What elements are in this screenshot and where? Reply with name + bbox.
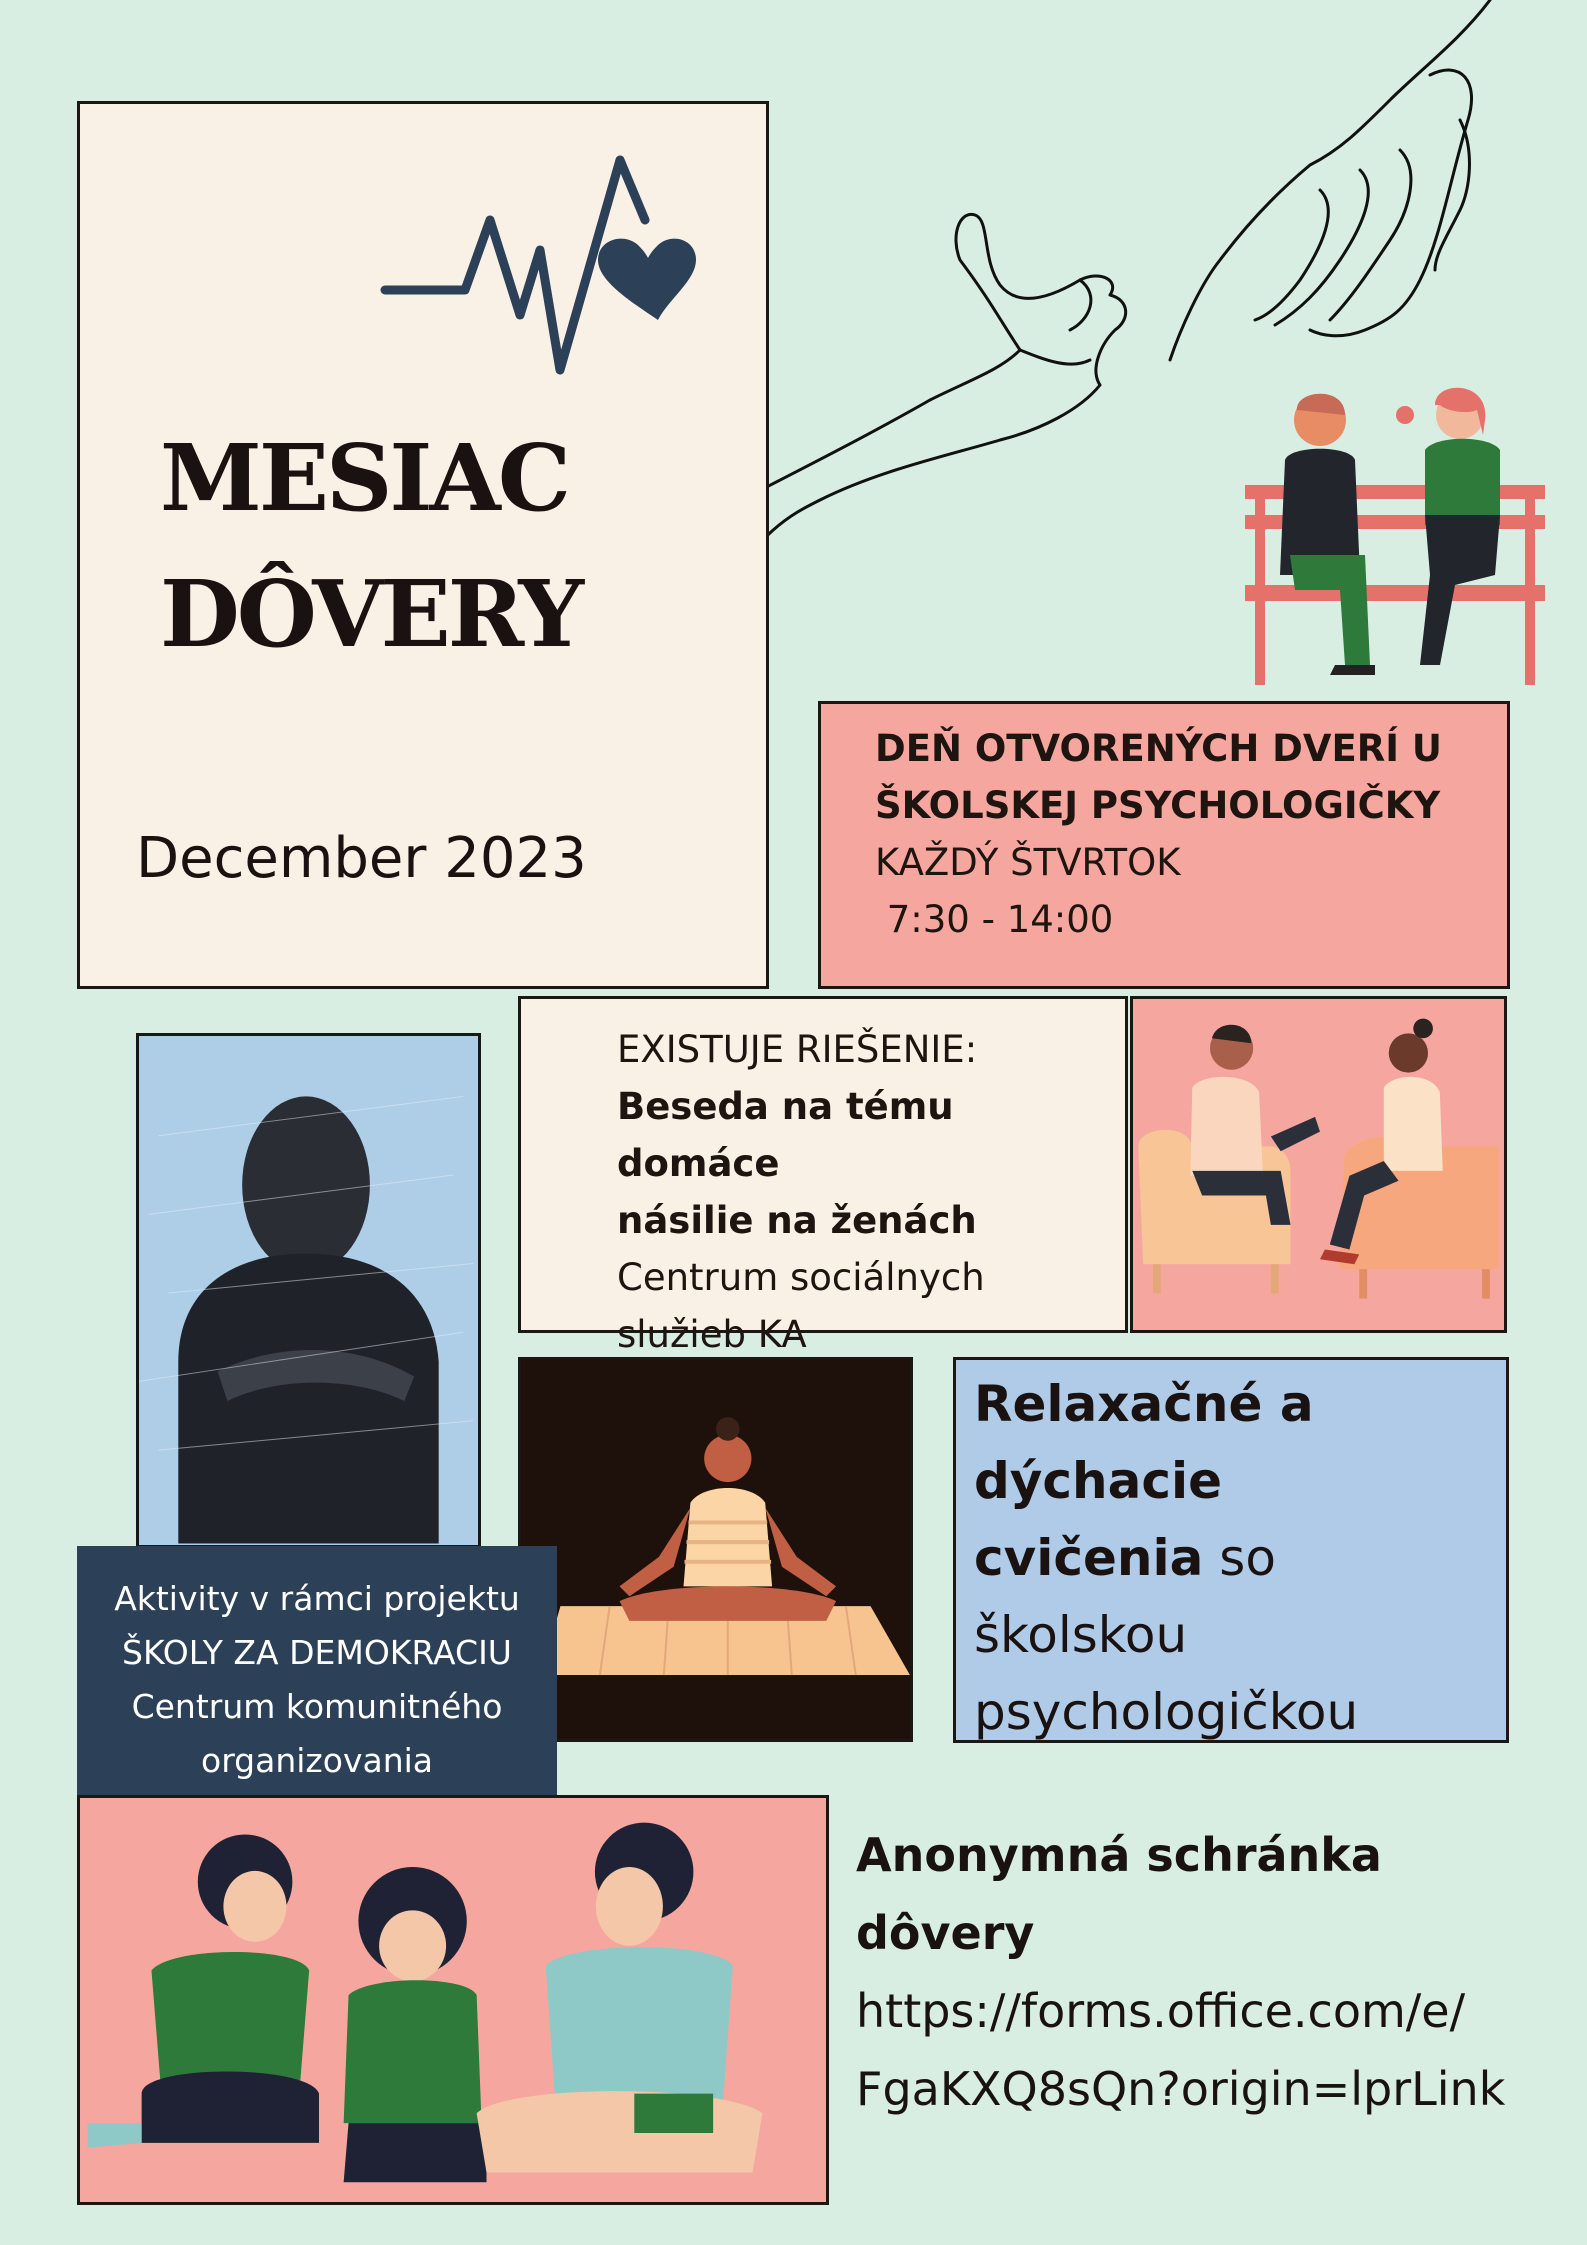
anon-title-line-2: dôvery <box>856 1906 1035 1960</box>
yoga-meditation-illustration <box>518 1357 913 1742</box>
open-day-hours: 7:30 - 14:00 <box>875 898 1114 941</box>
project-line-1: Aktivity v rámci projektu <box>114 1579 520 1618</box>
distressed-woman-photo <box>136 1033 481 1548</box>
event-date: December 2023 <box>136 826 587 891</box>
seminar-organizer-line-2: služieb KA <box>617 1313 807 1356</box>
couple-on-bench-illustration <box>1235 375 1555 715</box>
seminar-info-box <box>518 996 1128 1356</box>
anon-link-line-2[interactable]: FgaKXQ8sQn?origin=lprLink <box>856 2062 1506 2116</box>
project-line-3: Centrum komunitného <box>131 1687 503 1726</box>
relax-line-5: psychologičkou <box>974 1683 1359 1741</box>
counselling-session-illustration <box>1130 996 1507 1333</box>
relax-line-4: školskou <box>974 1606 1188 1664</box>
sad-teenagers-illustration <box>77 1795 829 2205</box>
seminar-organizer-line-1: Centrum sociálnych <box>617 1256 985 1299</box>
project-line-2: ŠKOLY ZA DEMOKRACIU <box>122 1633 512 1672</box>
relax-line-2: dýchacie <box>974 1452 1223 1510</box>
page-title <box>160 410 581 682</box>
anon-link-line-1[interactable]: https://forms.office.com/e/ <box>856 1984 1466 2038</box>
anon-title-line-1: Anonymná schránka <box>856 1828 1382 1882</box>
open-day-weekday: KAŽDÝ ŠTVRTOK <box>875 841 1181 884</box>
heartbeat-heart-icon <box>380 150 710 385</box>
title-line-2: DÔVERY <box>160 560 582 668</box>
open-day-info-box <box>818 701 1510 989</box>
relax-line-3 <box>974 1520 1358 1597</box>
title-line-1: MESIAC <box>160 424 569 532</box>
seminar-title-line-1: Beseda na tému domáce <box>617 1085 954 1185</box>
relax-line-1: Relaxačné a <box>974 1375 1314 1433</box>
anonymous-box-info <box>856 1816 1505 2128</box>
seminar-label: EXISTUJE RIEŠENIE: <box>617 1028 978 1071</box>
open-day-title-line-2: ŠKOLSKEJ PSYCHOLOGIČKY <box>875 784 1441 827</box>
relax-line-3-rest: so <box>1203 1529 1276 1587</box>
project-info-box <box>77 1546 557 1816</box>
relaxation-exercises-box <box>953 1357 1509 1743</box>
project-line-4: organizovania <box>201 1741 433 1780</box>
seminar-title-line-2: násilie na ženách <box>617 1199 977 1242</box>
relax-line-3-bold: cvičenia <box>974 1529 1204 1587</box>
open-day-title-line-1: DEŇ OTVORENÝCH DVERÍ U <box>875 727 1442 770</box>
